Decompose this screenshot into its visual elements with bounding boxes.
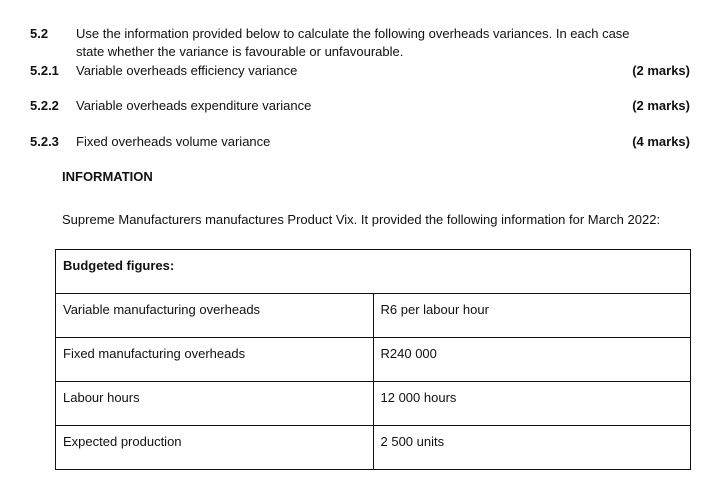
item-text-5-2-2: Variable overheads expenditure variance: [76, 98, 312, 113]
item-number-5-2-1: 5.2.1: [30, 63, 59, 78]
item-number-5-2-2: 5.2.2: [30, 98, 59, 113]
row-label: Expected production: [56, 426, 374, 470]
table-row: [56, 294, 691, 338]
budgeted-figures-table: [55, 249, 691, 470]
table-header-row: [56, 250, 691, 294]
information-intro: Supreme Manufacturers manufactures Product Vix. It provided the following information for March 2022:: [62, 212, 661, 227]
item-marks-5-2-1: (2 marks): [632, 63, 690, 78]
row-label: Fixed manufacturing overheads: [56, 338, 374, 382]
row-label: Labour hours: [56, 382, 374, 426]
row-value: 12 000 hours: [373, 382, 691, 426]
row-value: 2 500 units: [373, 426, 691, 470]
table-header: Budgeted figures:: [56, 250, 691, 294]
table-row: [56, 338, 691, 382]
table-row: [56, 382, 691, 426]
question-number: 5.2: [30, 26, 49, 41]
item-text-5-2-1: Variable overheads efficiency variance: [76, 63, 298, 78]
row-value: R6 per labour hour: [373, 294, 691, 338]
item-marks-5-2-2: (2 marks): [632, 98, 690, 113]
table-row: [56, 426, 691, 470]
row-label: Variable manufacturing overheads: [56, 294, 374, 338]
instruction-line-1: Use the information provided below to calculate the following overheads variances. In each case: [76, 26, 630, 41]
information-heading: INFORMATION: [62, 169, 153, 184]
item-marks-5-2-3: (4 marks): [632, 134, 690, 149]
row-value: R240 000: [373, 338, 691, 382]
item-number-5-2-3: 5.2.3: [30, 134, 59, 149]
item-text-5-2-3: Fixed overheads volume variance: [76, 134, 271, 149]
instruction-line-2: state whether the variance is favourable or unfavourable.: [76, 44, 404, 59]
